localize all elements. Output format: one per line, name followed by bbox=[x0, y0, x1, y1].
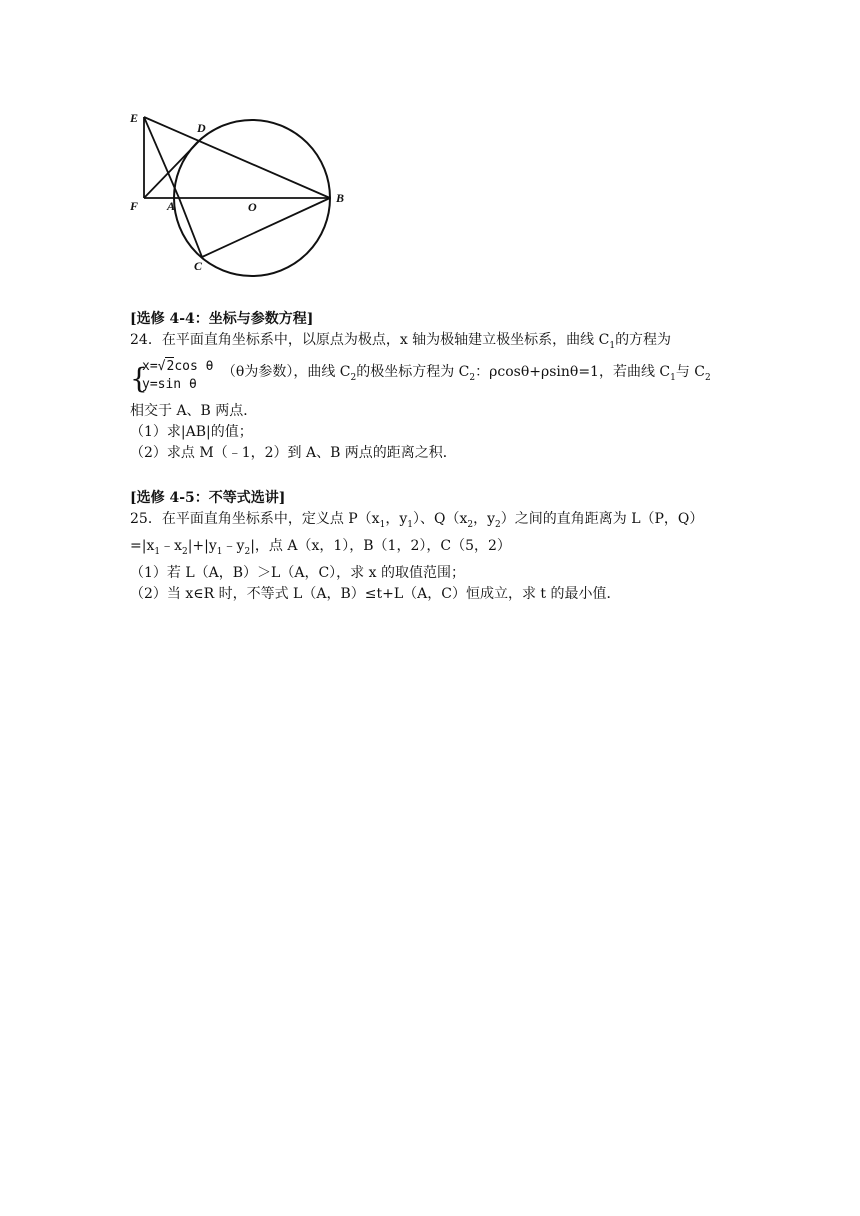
label-d: D bbox=[197, 121, 206, 135]
label-b: B bbox=[336, 191, 345, 205]
label-e: E bbox=[130, 111, 139, 125]
label-a: A bbox=[167, 199, 176, 213]
label-f: F bbox=[130, 199, 139, 213]
line-fd bbox=[144, 138, 202, 198]
parametric-formula bbox=[130, 357, 213, 394]
q24-part2: （2）求点 M（﹣1，2）到 A、B 两点的距离之积． bbox=[130, 444, 457, 461]
q25-part1: （1）若 L（A，B）＞L（A，C），求 x 的取值范围； bbox=[130, 564, 465, 581]
line-ac bbox=[179, 198, 202, 257]
section-heading-4-5: [选修 4-5：不等式选讲] bbox=[130, 490, 286, 506]
formula-y-row: y=sin θ bbox=[142, 376, 197, 392]
formula-x-row: x=√2cos θ bbox=[142, 358, 214, 374]
q24-stem-line2: { x=√2cos θ y=sin θ （θ为参数），曲线 $C_2$的极坐标方程为 $C_2$：ρcosθ+ρsinθ=1，若曲线 $C_1$与 $C_2$ bbox=[130, 357, 730, 401]
question-24 bbox=[130, 309, 730, 464]
section-heading-4-4: [选修 4-4：坐标与参数方程] bbox=[130, 311, 314, 327]
q24-stem-line3: 相交于 A、B 两点． bbox=[130, 402, 258, 419]
q25-stem-line2: $=|x_1﹣x_2|+|y_1﹣y_2|$，点 A（x，1），B（1，2），C（5，2） bbox=[130, 537, 511, 557]
label-o: O bbox=[248, 200, 257, 214]
geometry-figure bbox=[120, 100, 370, 290]
q24-part1: （1）求|AB|的值； bbox=[130, 423, 253, 440]
question-25 bbox=[130, 488, 730, 605]
q25-stem-line1: 25．在平面直角坐标系中，定义点 $P(x_1$，$y_1$）、$Q(x_2$，$y_2$）之间的直角距离为 L（P，Q） bbox=[130, 511, 704, 530]
brace-symbol: { bbox=[130, 361, 148, 395]
line-eb bbox=[144, 117, 330, 198]
circle-diagram bbox=[120, 100, 370, 290]
q24-stem-line1: 24．在平面直角坐标系中，以原点为极点，x 轴为极轴建立极坐标系，曲线 $C_1$的方程为 bbox=[130, 332, 672, 351]
q25-part2: （2）当 x∈R 时，不等式 L（A，B）≤t+L（A，C）恒成立，求 t 的最小值． bbox=[130, 585, 621, 602]
label-c: C bbox=[194, 259, 203, 273]
